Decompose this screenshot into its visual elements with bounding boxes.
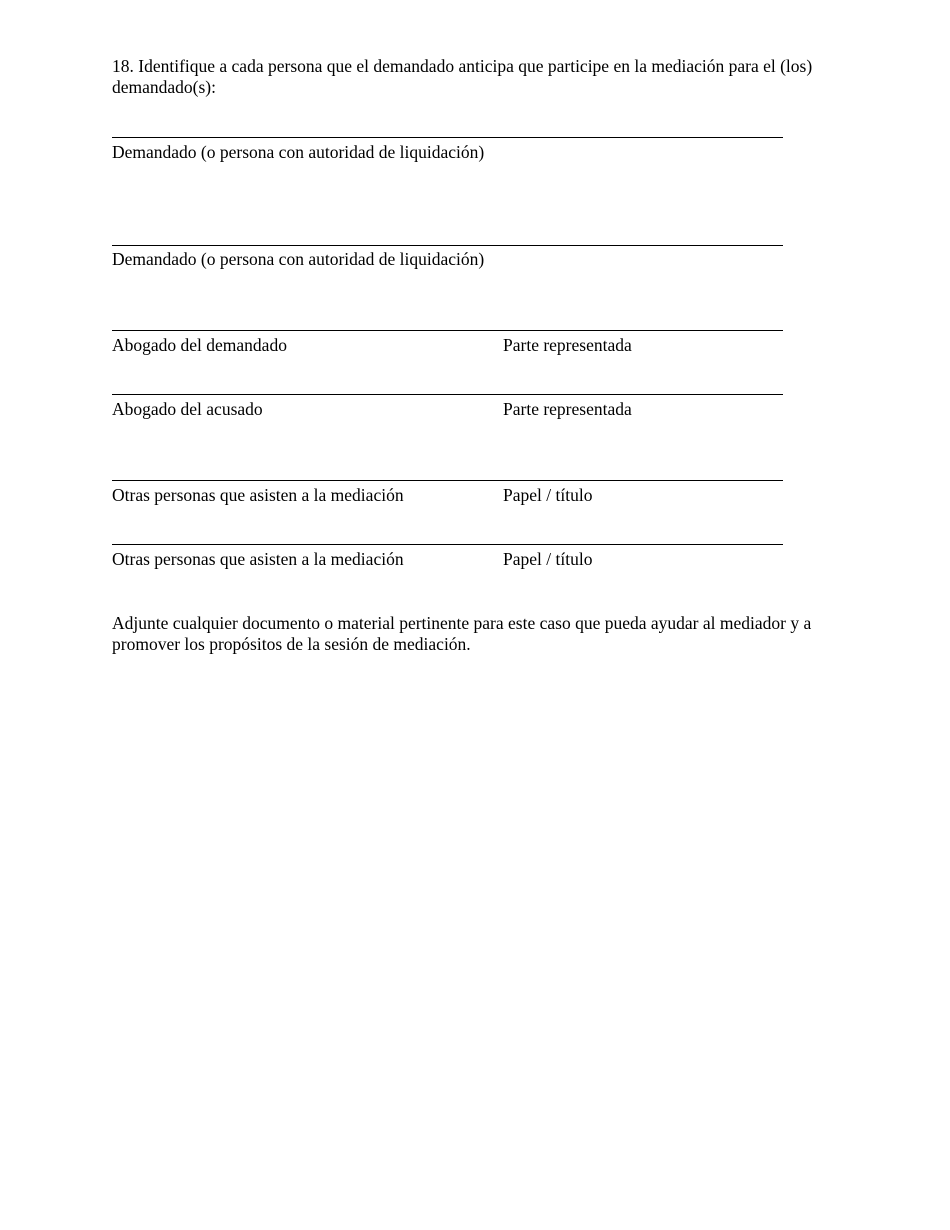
signature-line-3-label: Abogado del demandado <box>112 335 287 355</box>
signature-line-6[interactable] <box>112 544 783 545</box>
signature-line-3-party-label: Parte representada <box>503 335 632 355</box>
signature-line-5-label: Otras personas que asisten a la mediación <box>112 485 404 505</box>
signature-line-3[interactable] <box>112 330 783 331</box>
signature-line-4-party-label: Parte representada <box>503 399 632 419</box>
signature-line-6-role-label: Papel / título <box>503 549 593 569</box>
question-18-text: 18. Identifique a cada persona que el demandado anticipa que participe en la mediación para el (los) demandado(s): <box>112 56 813 97</box>
signature-line-6-label: Otras personas que asisten a la mediación <box>112 549 404 569</box>
signature-line-2-label: Demandado (o persona con autoridad de liquidación) <box>112 249 485 269</box>
signature-line-2[interactable] <box>112 245 783 246</box>
signature-line-5-role-label: Papel / título <box>503 485 593 505</box>
signature-line-1-label: Demandado (o persona con autoridad de liquidación) <box>112 142 485 162</box>
signature-line-5[interactable] <box>112 480 783 481</box>
signature-line-4[interactable] <box>112 394 783 395</box>
signature-line-4-label: Abogado del acusado <box>112 399 263 419</box>
signature-line-1[interactable] <box>112 137 783 138</box>
attachment-note: Adjunte cualquier documento o material pertinente para este caso que pueda ayudar al mediador y a promover los propósitos de la sesión de mediación. <box>112 613 812 654</box>
